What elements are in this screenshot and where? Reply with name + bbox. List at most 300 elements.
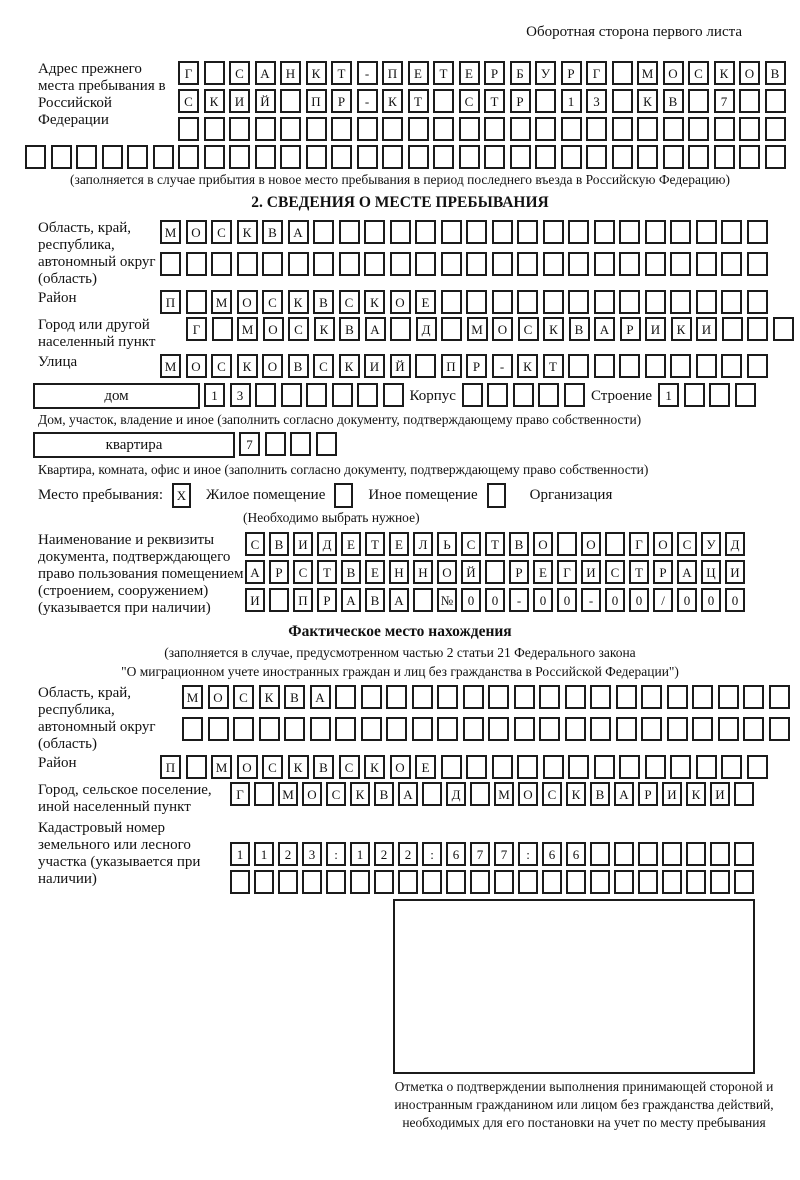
char-cell[interactable] bbox=[513, 383, 534, 407]
char-cell[interactable] bbox=[614, 842, 634, 866]
char-cell[interactable] bbox=[441, 317, 462, 341]
char-cell[interactable] bbox=[255, 117, 276, 141]
char-cell[interactable] bbox=[594, 220, 615, 244]
char-cell[interactable] bbox=[637, 145, 658, 169]
char-cell[interactable]: К bbox=[339, 354, 360, 378]
char-cell[interactable] bbox=[663, 145, 684, 169]
char-cell[interactable] bbox=[638, 842, 658, 866]
char-cell[interactable]: О bbox=[237, 755, 258, 779]
char-cell[interactable] bbox=[316, 432, 337, 456]
char-cell[interactable]: 2 bbox=[278, 842, 298, 866]
char-cell[interactable]: - bbox=[581, 588, 601, 612]
char-cell[interactable] bbox=[561, 117, 582, 141]
char-cell[interactable]: Р bbox=[269, 560, 289, 584]
char-cell[interactable] bbox=[306, 145, 327, 169]
char-cell[interactable] bbox=[510, 117, 531, 141]
char-cell[interactable] bbox=[619, 290, 640, 314]
char-cell[interactable]: : bbox=[326, 842, 346, 866]
char-cell[interactable]: В bbox=[765, 61, 786, 85]
char-cell[interactable]: О bbox=[437, 560, 457, 584]
char-cell[interactable] bbox=[696, 354, 717, 378]
char-cell[interactable]: Т bbox=[629, 560, 649, 584]
char-cell[interactable]: К bbox=[314, 317, 335, 341]
char-cell[interactable] bbox=[710, 870, 730, 894]
char-cell[interactable] bbox=[281, 383, 302, 407]
char-cell[interactable] bbox=[492, 755, 513, 779]
char-cell[interactable]: 3 bbox=[586, 89, 607, 113]
char-cell[interactable] bbox=[335, 685, 356, 709]
char-cell[interactable]: К bbox=[204, 89, 225, 113]
char-cell[interactable]: К bbox=[382, 89, 403, 113]
char-cell[interactable] bbox=[441, 290, 462, 314]
char-cell[interactable] bbox=[280, 117, 301, 141]
char-cell[interactable] bbox=[326, 870, 346, 894]
char-cell[interactable]: К bbox=[237, 354, 258, 378]
char-cell[interactable] bbox=[259, 717, 280, 741]
char-cell[interactable]: О bbox=[533, 532, 553, 556]
char-cell[interactable] bbox=[178, 117, 199, 141]
char-cell[interactable]: М bbox=[160, 220, 181, 244]
char-cell[interactable] bbox=[433, 89, 454, 113]
char-cell[interactable]: К bbox=[288, 755, 309, 779]
char-cell[interactable] bbox=[514, 685, 535, 709]
char-cell[interactable] bbox=[696, 220, 717, 244]
char-cell[interactable]: О bbox=[237, 290, 258, 314]
char-cell[interactable] bbox=[230, 870, 250, 894]
char-cell[interactable] bbox=[412, 717, 433, 741]
char-cell[interactable] bbox=[747, 755, 768, 779]
char-cell[interactable]: И bbox=[364, 354, 385, 378]
char-cell[interactable]: С bbox=[288, 317, 309, 341]
char-cell[interactable] bbox=[616, 717, 637, 741]
char-cell[interactable]: И bbox=[229, 89, 250, 113]
char-cell[interactable]: 0 bbox=[701, 588, 721, 612]
char-cell[interactable] bbox=[306, 117, 327, 141]
char-cell[interactable] bbox=[233, 717, 254, 741]
char-cell[interactable] bbox=[412, 685, 433, 709]
char-cell[interactable] bbox=[594, 252, 615, 276]
char-cell[interactable] bbox=[211, 252, 232, 276]
char-cell[interactable]: А bbox=[255, 61, 276, 85]
char-cell[interactable]: И bbox=[696, 317, 717, 341]
char-cell[interactable]: 2 bbox=[398, 842, 418, 866]
char-cell[interactable]: Т bbox=[485, 532, 505, 556]
char-cell[interactable] bbox=[408, 117, 429, 141]
char-cell[interactable] bbox=[182, 717, 203, 741]
char-cell[interactable]: 7 bbox=[470, 842, 490, 866]
char-cell[interactable]: Р bbox=[466, 354, 487, 378]
char-cell[interactable]: - bbox=[357, 61, 378, 85]
char-cell[interactable]: - bbox=[509, 588, 529, 612]
char-cell[interactable]: С bbox=[677, 532, 697, 556]
char-cell[interactable] bbox=[542, 870, 562, 894]
char-cell[interactable] bbox=[686, 842, 706, 866]
char-cell[interactable]: Т bbox=[331, 61, 352, 85]
char-cell[interactable]: Д bbox=[317, 532, 337, 556]
char-cell[interactable] bbox=[413, 588, 433, 612]
char-cell[interactable]: М bbox=[467, 317, 488, 341]
char-cell[interactable]: Р bbox=[653, 560, 673, 584]
char-cell[interactable] bbox=[590, 842, 610, 866]
char-cell[interactable] bbox=[357, 117, 378, 141]
char-cell[interactable] bbox=[492, 220, 513, 244]
char-cell[interactable] bbox=[487, 383, 508, 407]
char-cell[interactable] bbox=[535, 89, 556, 113]
char-cell[interactable] bbox=[262, 252, 283, 276]
char-cell[interactable] bbox=[645, 290, 666, 314]
char-cell[interactable] bbox=[721, 354, 742, 378]
char-cell[interactable] bbox=[51, 145, 72, 169]
char-cell[interactable] bbox=[765, 117, 786, 141]
char-cell[interactable]: № bbox=[437, 588, 457, 612]
char-cell[interactable]: - bbox=[357, 89, 378, 113]
char-cell[interactable] bbox=[514, 717, 535, 741]
char-cell[interactable] bbox=[186, 290, 207, 314]
char-cell[interactable] bbox=[568, 354, 589, 378]
char-cell[interactable] bbox=[662, 870, 682, 894]
char-cell[interactable]: 1 bbox=[204, 383, 225, 407]
char-cell[interactable] bbox=[619, 354, 640, 378]
char-cell[interactable] bbox=[415, 252, 436, 276]
char-cell[interactable]: Г bbox=[230, 782, 250, 806]
char-cell[interactable] bbox=[382, 117, 403, 141]
char-cell[interactable] bbox=[466, 220, 487, 244]
char-cell[interactable] bbox=[390, 252, 411, 276]
char-cell[interactable] bbox=[667, 717, 688, 741]
char-cell[interactable]: С bbox=[518, 317, 539, 341]
char-cell[interactable] bbox=[638, 870, 658, 894]
kvartira-input-box[interactable]: квартира bbox=[33, 432, 235, 458]
char-cell[interactable]: С bbox=[688, 61, 709, 85]
char-cell[interactable]: Г bbox=[557, 560, 577, 584]
char-cell[interactable] bbox=[76, 145, 97, 169]
char-cell[interactable] bbox=[186, 252, 207, 276]
char-cell[interactable]: 0 bbox=[533, 588, 553, 612]
char-cell[interactable]: С bbox=[313, 354, 334, 378]
char-cell[interactable] bbox=[747, 317, 768, 341]
char-cell[interactable] bbox=[645, 252, 666, 276]
char-cell[interactable] bbox=[614, 870, 634, 894]
char-cell[interactable] bbox=[186, 755, 207, 779]
char-cell[interactable]: : bbox=[518, 842, 538, 866]
char-cell[interactable] bbox=[208, 717, 229, 741]
char-cell[interactable] bbox=[765, 89, 786, 113]
char-cell[interactable]: П bbox=[441, 354, 462, 378]
char-cell[interactable]: Р bbox=[561, 61, 582, 85]
char-cell[interactable]: А bbox=[614, 782, 634, 806]
char-cell[interactable]: 1 bbox=[658, 383, 679, 407]
char-cell[interactable]: Н bbox=[389, 560, 409, 584]
char-cell[interactable]: О bbox=[739, 61, 760, 85]
char-cell[interactable]: О bbox=[262, 354, 283, 378]
char-cell[interactable] bbox=[357, 145, 378, 169]
char-cell[interactable]: В bbox=[313, 755, 334, 779]
char-cell[interactable] bbox=[594, 290, 615, 314]
char-cell[interactable] bbox=[339, 252, 360, 276]
char-cell[interactable]: 2 bbox=[374, 842, 394, 866]
char-cell[interactable] bbox=[313, 220, 334, 244]
char-cell[interactable]: К bbox=[364, 290, 385, 314]
char-cell[interactable] bbox=[557, 532, 577, 556]
char-cell[interactable] bbox=[302, 870, 322, 894]
char-cell[interactable]: Е bbox=[533, 560, 553, 584]
char-cell[interactable] bbox=[721, 220, 742, 244]
char-cell[interactable] bbox=[696, 290, 717, 314]
char-cell[interactable] bbox=[612, 61, 633, 85]
char-cell[interactable] bbox=[518, 870, 538, 894]
char-cell[interactable] bbox=[437, 717, 458, 741]
char-cell[interactable]: В bbox=[262, 220, 283, 244]
char-cell[interactable]: С bbox=[233, 685, 254, 709]
char-cell[interactable]: В bbox=[288, 354, 309, 378]
char-cell[interactable] bbox=[517, 220, 538, 244]
char-cell[interactable]: Е bbox=[408, 61, 429, 85]
char-cell[interactable] bbox=[204, 61, 225, 85]
char-cell[interactable]: К bbox=[566, 782, 586, 806]
char-cell[interactable] bbox=[721, 252, 742, 276]
char-cell[interactable] bbox=[645, 755, 666, 779]
char-cell[interactable] bbox=[612, 145, 633, 169]
char-cell[interactable]: О bbox=[186, 354, 207, 378]
char-cell[interactable]: Т bbox=[433, 61, 454, 85]
char-cell[interactable] bbox=[747, 354, 768, 378]
char-cell[interactable]: С bbox=[326, 782, 346, 806]
char-cell[interactable] bbox=[535, 117, 556, 141]
char-cell[interactable] bbox=[747, 252, 768, 276]
char-cell[interactable]: 6 bbox=[446, 842, 466, 866]
char-cell[interactable]: П bbox=[382, 61, 403, 85]
char-cell[interactable]: 7 bbox=[239, 432, 260, 456]
char-cell[interactable]: 6 bbox=[566, 842, 586, 866]
char-cell[interactable]: Т bbox=[408, 89, 429, 113]
char-cell[interactable] bbox=[494, 870, 514, 894]
char-cell[interactable]: К bbox=[637, 89, 658, 113]
char-cell[interactable]: И bbox=[662, 782, 682, 806]
char-cell[interactable]: И bbox=[645, 317, 666, 341]
char-cell[interactable] bbox=[255, 383, 276, 407]
char-cell[interactable] bbox=[714, 117, 735, 141]
char-cell[interactable] bbox=[332, 383, 353, 407]
char-cell[interactable]: О bbox=[390, 755, 411, 779]
char-cell[interactable] bbox=[415, 354, 436, 378]
char-cell[interactable]: М bbox=[278, 782, 298, 806]
char-cell[interactable]: Д bbox=[725, 532, 745, 556]
char-cell[interactable]: О bbox=[302, 782, 322, 806]
char-cell[interactable] bbox=[383, 383, 404, 407]
char-cell[interactable]: В bbox=[569, 317, 590, 341]
char-cell[interactable]: С bbox=[211, 354, 232, 378]
char-cell[interactable]: В bbox=[269, 532, 289, 556]
char-cell[interactable]: Г bbox=[178, 61, 199, 85]
char-cell[interactable]: Е bbox=[415, 290, 436, 314]
char-cell[interactable]: С bbox=[339, 755, 360, 779]
char-cell[interactable] bbox=[734, 870, 754, 894]
char-cell[interactable]: 0 bbox=[605, 588, 625, 612]
char-cell[interactable] bbox=[667, 685, 688, 709]
char-cell[interactable] bbox=[568, 220, 589, 244]
char-cell[interactable] bbox=[127, 145, 148, 169]
char-cell[interactable]: Р bbox=[638, 782, 658, 806]
char-cell[interactable]: 0 bbox=[677, 588, 697, 612]
char-cell[interactable]: В bbox=[365, 588, 385, 612]
char-cell[interactable] bbox=[463, 685, 484, 709]
char-cell[interactable] bbox=[517, 755, 538, 779]
char-cell[interactable]: М bbox=[211, 290, 232, 314]
char-cell[interactable]: П bbox=[160, 755, 181, 779]
char-cell[interactable]: Р bbox=[484, 61, 505, 85]
char-cell[interactable]: Д bbox=[416, 317, 437, 341]
char-cell[interactable]: К bbox=[259, 685, 280, 709]
char-cell[interactable] bbox=[721, 755, 742, 779]
char-cell[interactable] bbox=[605, 532, 625, 556]
char-cell[interactable]: В bbox=[341, 560, 361, 584]
char-cell[interactable] bbox=[390, 317, 411, 341]
char-cell[interactable] bbox=[422, 782, 442, 806]
char-cell[interactable]: С bbox=[262, 290, 283, 314]
char-cell[interactable] bbox=[561, 145, 582, 169]
char-cell[interactable] bbox=[160, 252, 181, 276]
char-cell[interactable]: К bbox=[543, 317, 564, 341]
char-cell[interactable]: / bbox=[653, 588, 673, 612]
char-cell[interactable]: С bbox=[542, 782, 562, 806]
char-cell[interactable] bbox=[517, 252, 538, 276]
char-cell[interactable] bbox=[670, 755, 691, 779]
char-cell[interactable] bbox=[484, 117, 505, 141]
char-cell[interactable]: И bbox=[725, 560, 745, 584]
char-cell[interactable]: В bbox=[374, 782, 394, 806]
char-cell[interactable] bbox=[288, 252, 309, 276]
char-cell[interactable] bbox=[586, 117, 607, 141]
char-cell[interactable] bbox=[310, 717, 331, 741]
char-cell[interactable]: А bbox=[389, 588, 409, 612]
char-cell[interactable] bbox=[692, 717, 713, 741]
char-cell[interactable] bbox=[331, 145, 352, 169]
char-cell[interactable] bbox=[586, 145, 607, 169]
char-cell[interactable]: - bbox=[492, 354, 513, 378]
char-cell[interactable]: С bbox=[461, 532, 481, 556]
char-cell[interactable] bbox=[459, 145, 480, 169]
char-cell[interactable] bbox=[290, 432, 311, 456]
char-cell[interactable]: 3 bbox=[302, 842, 322, 866]
char-cell[interactable]: А bbox=[245, 560, 265, 584]
char-cell[interactable]: А bbox=[398, 782, 418, 806]
char-cell[interactable]: Р bbox=[509, 560, 529, 584]
char-cell[interactable] bbox=[709, 383, 730, 407]
char-cell[interactable]: О bbox=[653, 532, 673, 556]
char-cell[interactable]: 0 bbox=[485, 588, 505, 612]
char-cell[interactable] bbox=[484, 145, 505, 169]
char-cell[interactable]: О bbox=[263, 317, 284, 341]
char-cell[interactable] bbox=[616, 685, 637, 709]
char-cell[interactable] bbox=[670, 290, 691, 314]
char-cell[interactable] bbox=[254, 870, 274, 894]
char-cell[interactable] bbox=[386, 717, 407, 741]
char-cell[interactable]: К bbox=[517, 354, 538, 378]
char-cell[interactable] bbox=[543, 755, 564, 779]
char-cell[interactable] bbox=[739, 89, 760, 113]
char-cell[interactable] bbox=[686, 870, 706, 894]
char-cell[interactable] bbox=[645, 354, 666, 378]
char-cell[interactable] bbox=[265, 432, 286, 456]
char-cell[interactable]: 1 bbox=[350, 842, 370, 866]
char-cell[interactable]: Е bbox=[415, 755, 436, 779]
char-cell[interactable]: Й bbox=[461, 560, 481, 584]
char-cell[interactable] bbox=[229, 145, 250, 169]
char-cell[interactable] bbox=[350, 870, 370, 894]
char-cell[interactable] bbox=[446, 870, 466, 894]
char-cell[interactable] bbox=[25, 145, 46, 169]
char-cell[interactable] bbox=[590, 685, 611, 709]
checkbox-zhiloe-pomeshchenie[interactable]: X bbox=[172, 483, 191, 508]
char-cell[interactable] bbox=[747, 220, 768, 244]
char-cell[interactable] bbox=[743, 717, 764, 741]
char-cell[interactable] bbox=[433, 145, 454, 169]
char-cell[interactable]: Н bbox=[413, 560, 433, 584]
char-cell[interactable] bbox=[357, 383, 378, 407]
char-cell[interactable]: С bbox=[229, 61, 250, 85]
char-cell[interactable]: Р bbox=[510, 89, 531, 113]
char-cell[interactable]: 7 bbox=[494, 842, 514, 866]
char-cell[interactable] bbox=[773, 317, 794, 341]
char-cell[interactable] bbox=[619, 220, 640, 244]
char-cell[interactable] bbox=[543, 290, 564, 314]
char-cell[interactable]: Т bbox=[484, 89, 505, 113]
char-cell[interactable] bbox=[765, 145, 786, 169]
char-cell[interactable] bbox=[543, 220, 564, 244]
char-cell[interactable] bbox=[769, 717, 790, 741]
char-cell[interactable]: А bbox=[677, 560, 697, 584]
char-cell[interactable] bbox=[280, 145, 301, 169]
char-cell[interactable]: Т bbox=[543, 354, 564, 378]
char-cell[interactable] bbox=[398, 870, 418, 894]
char-cell[interactable]: У bbox=[701, 532, 721, 556]
char-cell[interactable] bbox=[437, 685, 458, 709]
char-cell[interactable] bbox=[382, 145, 403, 169]
char-cell[interactable] bbox=[612, 89, 633, 113]
char-cell[interactable] bbox=[470, 782, 490, 806]
char-cell[interactable] bbox=[237, 252, 258, 276]
char-cell[interactable] bbox=[364, 252, 385, 276]
dom-input-box[interactable]: дом bbox=[33, 383, 200, 409]
char-cell[interactable] bbox=[441, 755, 462, 779]
char-cell[interactable] bbox=[692, 685, 713, 709]
char-cell[interactable] bbox=[688, 145, 709, 169]
char-cell[interactable] bbox=[204, 145, 225, 169]
char-cell[interactable] bbox=[433, 117, 454, 141]
char-cell[interactable]: С bbox=[605, 560, 625, 584]
char-cell[interactable]: М bbox=[494, 782, 514, 806]
char-cell[interactable]: О bbox=[208, 685, 229, 709]
char-cell[interactable]: 0 bbox=[629, 588, 649, 612]
char-cell[interactable] bbox=[408, 145, 429, 169]
char-cell[interactable]: 0 bbox=[557, 588, 577, 612]
char-cell[interactable] bbox=[492, 290, 513, 314]
char-cell[interactable] bbox=[339, 220, 360, 244]
char-cell[interactable] bbox=[594, 354, 615, 378]
char-cell[interactable] bbox=[280, 89, 301, 113]
char-cell[interactable]: С bbox=[211, 220, 232, 244]
char-cell[interactable] bbox=[278, 870, 298, 894]
char-cell[interactable]: В bbox=[339, 317, 360, 341]
char-cell[interactable] bbox=[488, 685, 509, 709]
char-cell[interactable] bbox=[769, 685, 790, 709]
char-cell[interactable]: С bbox=[459, 89, 480, 113]
char-cell[interactable] bbox=[594, 755, 615, 779]
char-cell[interactable] bbox=[710, 842, 730, 866]
char-cell[interactable] bbox=[645, 220, 666, 244]
char-cell[interactable] bbox=[721, 290, 742, 314]
char-cell[interactable]: Р bbox=[331, 89, 352, 113]
